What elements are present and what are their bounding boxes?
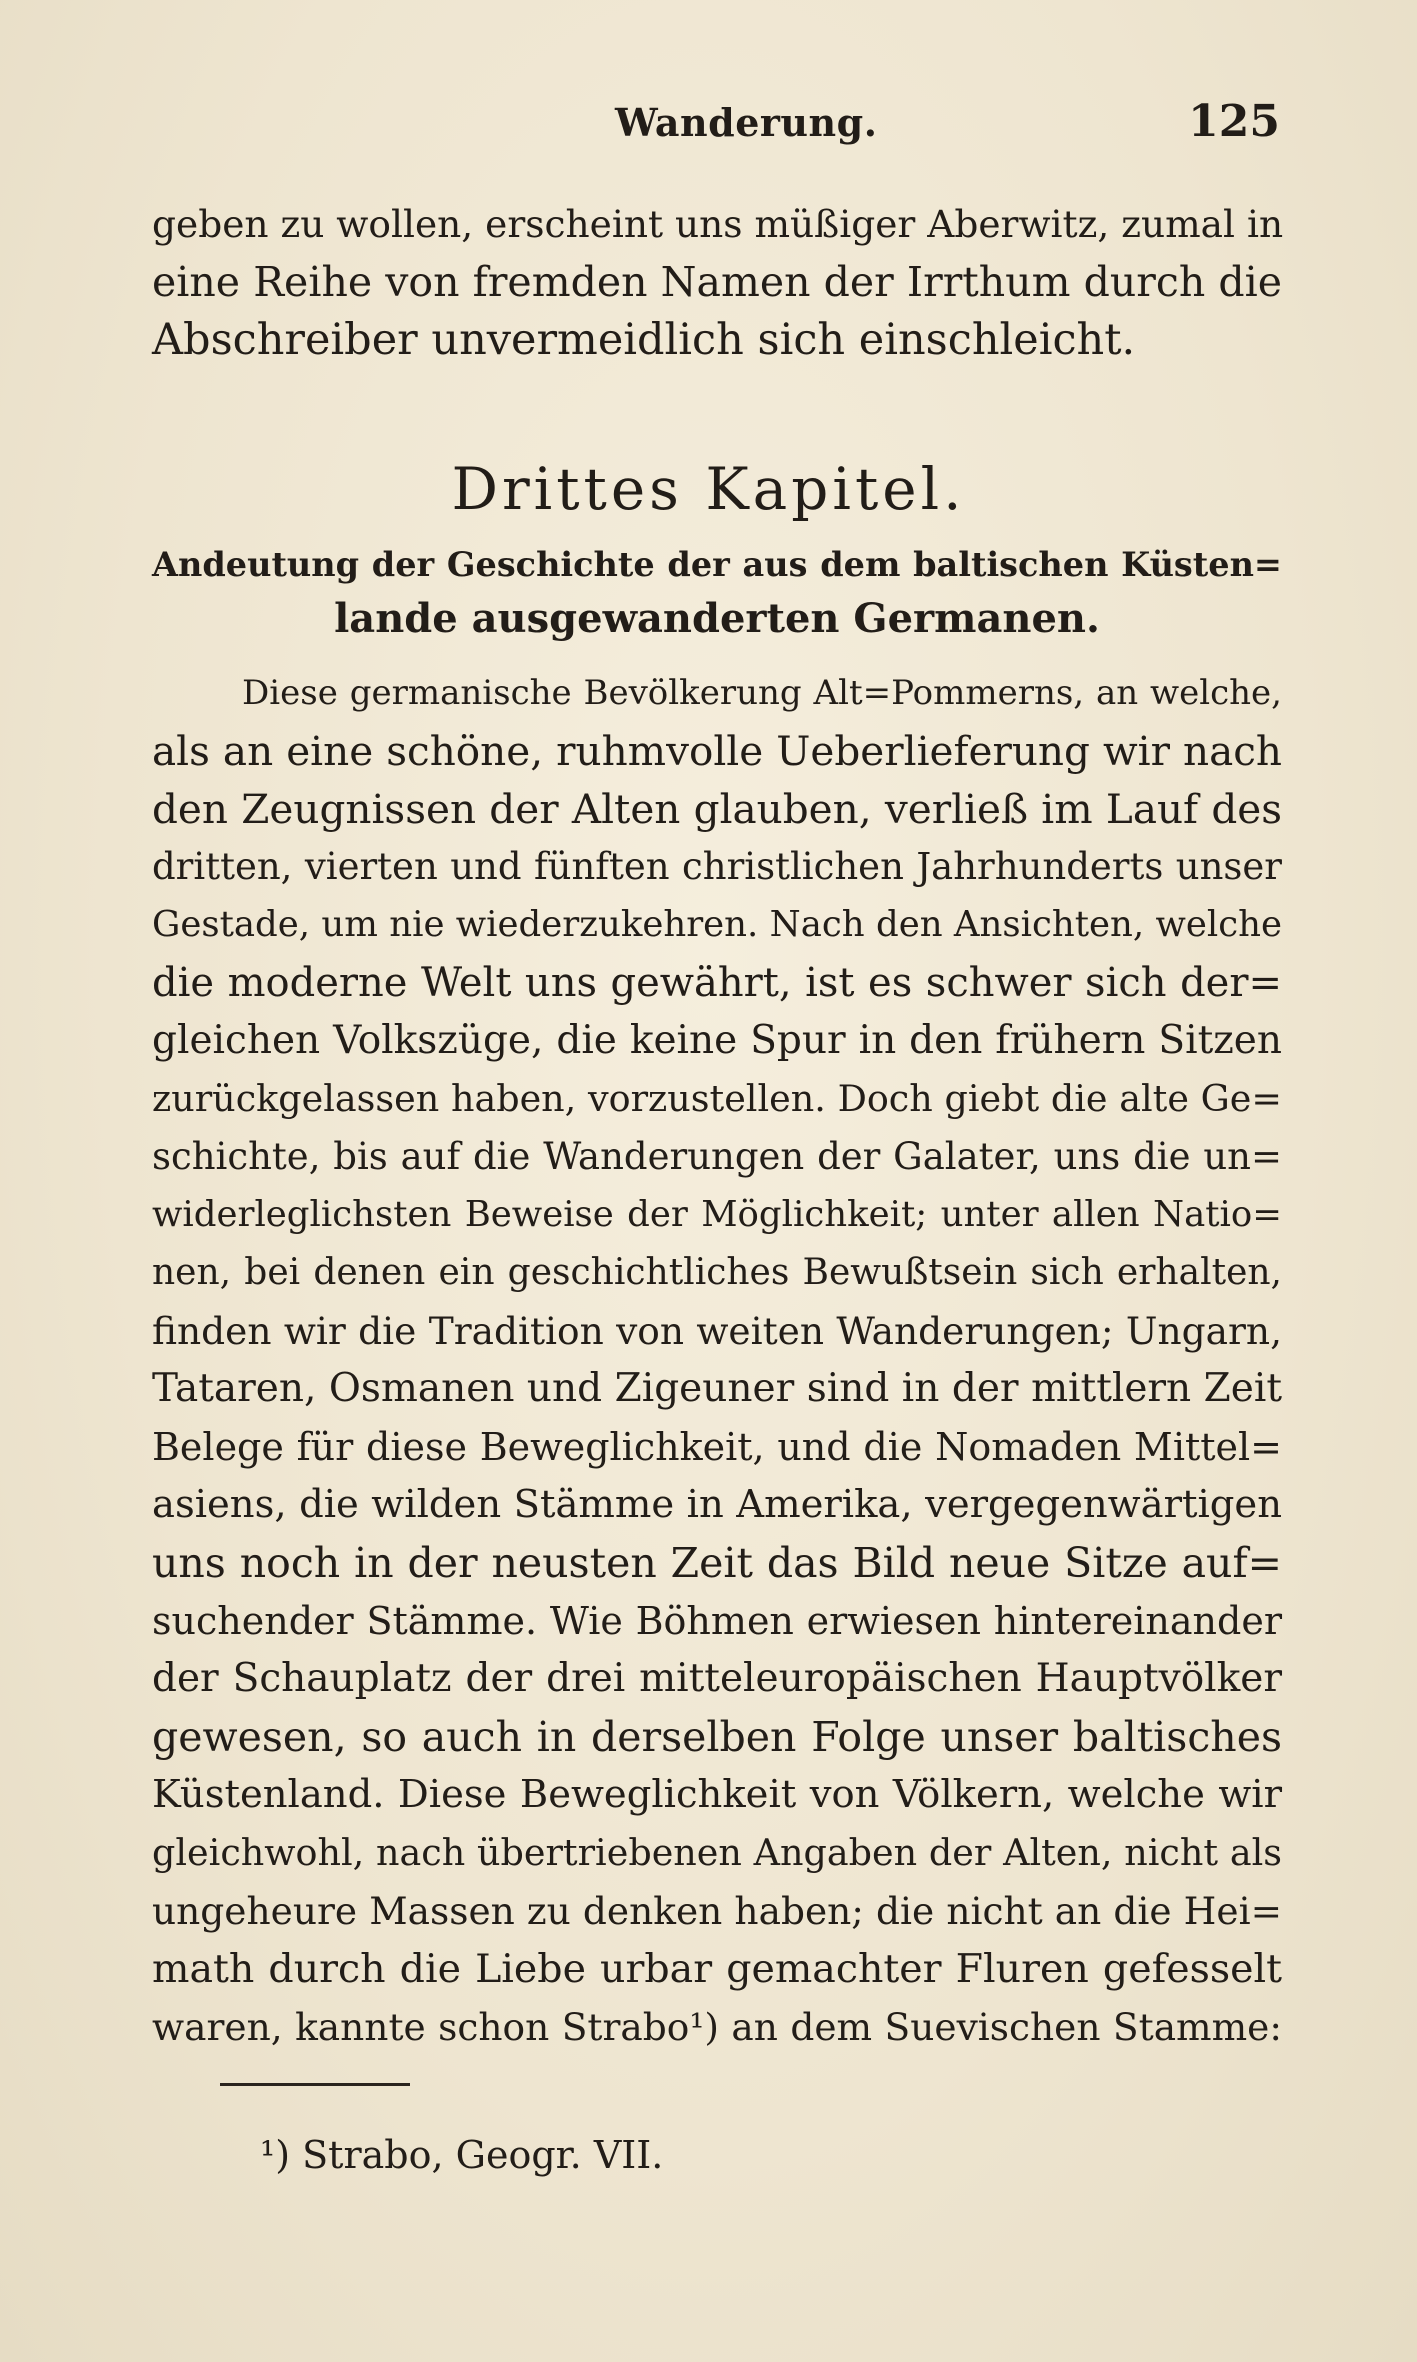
body-line-16: uns noch in der neusten Zeit das Bild neue Sitze auf= (152, 1539, 1282, 1587)
body-line-7: gleichen Volkszüge, die keine Spur in den frühern Sitzen (152, 1018, 1282, 1063)
body-line-17: suchender Stämme. Wie Böhmen erwiesen hintereinander (152, 1599, 1282, 1643)
body-line-5: Gestade, um nie wiederzukehren. Nach den Ansichten, welche (152, 904, 1282, 945)
chapter-subtitle-line-2: lande ausgewanderten Germanen. (334, 595, 1100, 642)
body-line-20: Küstenland. Diese Beweglichkeit von Völkern, welche wir (152, 1772, 1282, 1817)
opening-line-1: geben zu wollen, erscheint uns müßiger Aberwitz, zumal in (152, 202, 1284, 246)
chapter-title: Drittes Kapitel. (451, 455, 966, 523)
running-title: Wanderung. (615, 100, 878, 145)
running-head (150, 96, 1280, 160)
body-line-18: der Schauplatz der drei mitteleuropäischen Hauptvölker (152, 1656, 1282, 1701)
body-line-6: die moderne Welt uns gewährt, ist es schwer sich der= (152, 960, 1282, 1006)
body-line-12: finden wir die Tradition von weiten Wanderungen; Ungarn, (152, 1309, 1282, 1353)
body-line-8: zurückgelassen haben, vorzustellen. Doch giebt die alte Ge= (152, 1077, 1282, 1120)
footnote-rule (220, 2083, 410, 2086)
body-line-11: nen, bei denen ein geschichtliches Bewußtsein sich erhalten, (152, 1252, 1282, 1293)
body-line-1: Diese germanische Bevölkerung Alt=Pommerns, an welche, (242, 673, 1282, 713)
body-line-19: gewesen, so auch in derselben Folge unser baltisches (152, 1713, 1282, 1761)
body-line-22: ungeheure Massen zu denken haben; die nicht an die Hei= (152, 1889, 1282, 1933)
body-line-4: dritten, vierten und fünften christlichen Jahrhunderts unser (152, 845, 1282, 888)
footnote: ¹) Strabo, Geogr. VII. (260, 2133, 664, 2177)
body-line-13: Tataren, Osmanen und Zigeuner sind in der mittlern Zeit (152, 1366, 1282, 1411)
opening-line-2: eine Reihe von fremden Namen der Irrthum durch die (152, 258, 1282, 306)
body-line-15: asiens, die wilden Stämme in Amerika, vergegenwärtigen (152, 1482, 1282, 1527)
body-line-3: den Zeugnissen der Alten glauben, verließ im Lauf des (152, 785, 1282, 833)
body-line-21: gleichwohl, nach übertriebenen Angaben der Alten, nicht als (152, 1831, 1282, 1874)
opening-line-3: Abschreiber unvermeidlich sich einschleicht. (152, 315, 1136, 365)
body-line-9: schichte, bis auf die Wanderungen der Galater, uns die un= (152, 1135, 1282, 1178)
body-line-14: Belege für diese Beweglichkeit, und die Nomaden Mittel= (152, 1425, 1282, 1469)
body-line-10: widerleglichsten Beweise der Möglichkeit; unter allen Natio= (152, 1194, 1282, 1235)
body-line-23: math durch die Liebe urbar gemachter Fluren gefesselt (152, 1946, 1282, 1992)
chapter-subtitle-line-1: Andeutung der Geschichte der aus dem baltischen Küsten= (152, 545, 1282, 584)
body-line-24: waren, kannte schon Strabo¹) an dem Suevischen Stamme: (152, 2005, 1282, 2049)
body-line-2: als an eine schöne, ruhmvolle Ueberlieferung wir nach (152, 727, 1282, 775)
page-number: 125 (1188, 96, 1280, 147)
